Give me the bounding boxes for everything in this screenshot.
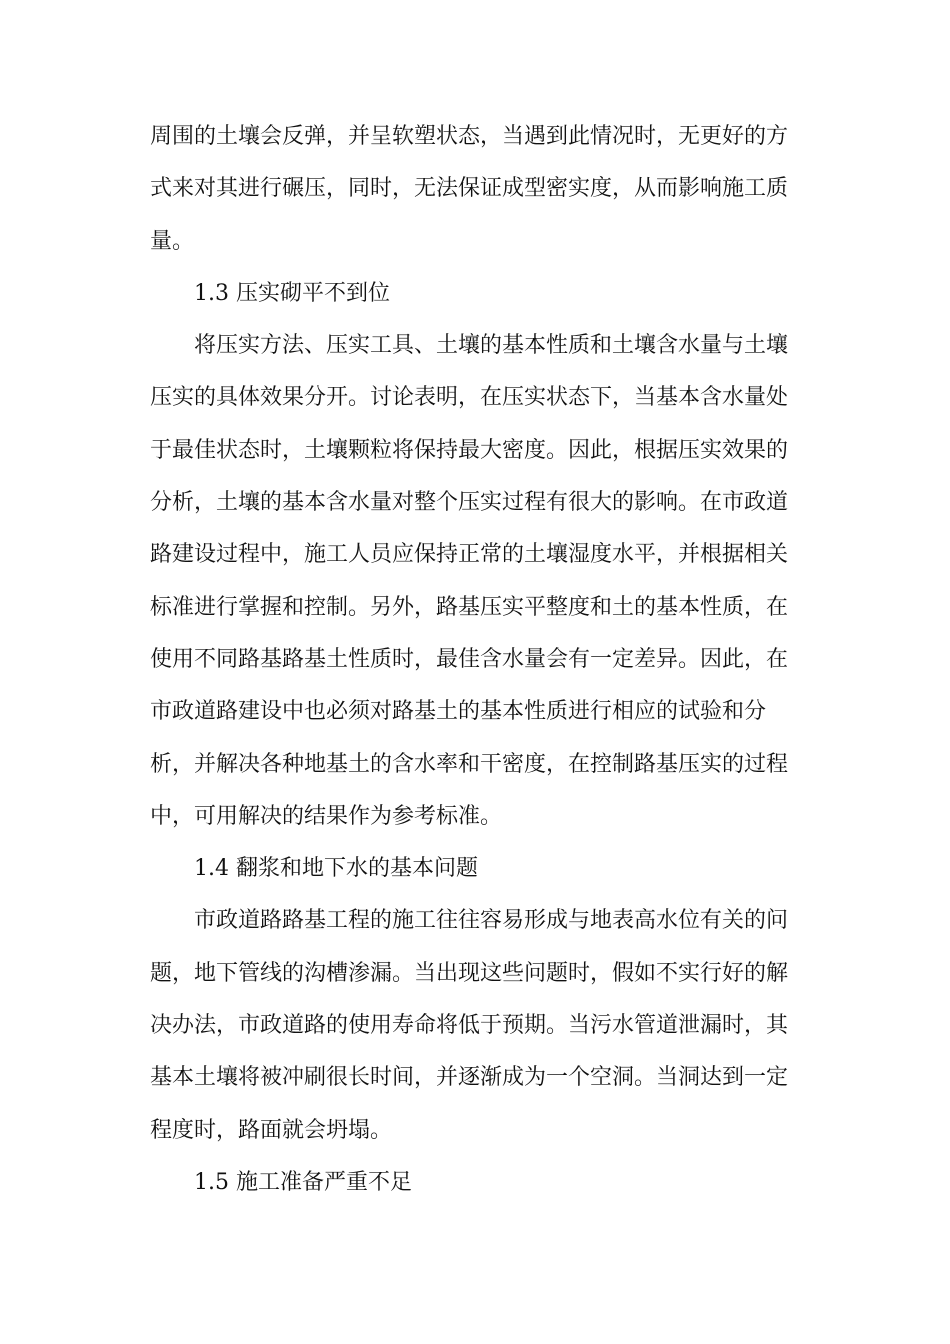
text-line: 周围的土壤会反弹，并呈软塑状态，当遇到此情况时，无更好的方 — [150, 124, 789, 149]
text-line: 标准进行掌握和控制。另外，路基压实平整度和土的基本性质，在 — [150, 594, 789, 620]
text-line: 于最佳状态时，土壤颗粒将保持最大密度。因此，根据压实效果的 — [150, 437, 789, 463]
text-line: 压实的具体效果分开。讨论表明，在压实状态下，当基本含水量处 — [150, 385, 789, 411]
paragraph — [150, 895, 800, 1156]
document-page — [150, 111, 800, 1209]
text-line: 路建设过程中，施工人员应保持正常的土壤湿度水平，并根据相关 — [150, 542, 789, 568]
text-line: 使用不同路基路基土性质时，最佳含水量会有一定差异。因此，在 — [150, 646, 789, 672]
section-heading: 1.3 压实砌平不到位 — [194, 280, 390, 306]
text-line: 分析，土壤的基本含水量对整个压实过程有很大的影响。在市政道 — [150, 490, 789, 516]
paragraph — [150, 111, 800, 268]
text-line: 式来对其进行碾压，同时，无法保证成型密实度，从而影响施工质 — [150, 176, 789, 202]
text-line: 程度时，路面就会坍塌。 — [150, 1117, 393, 1143]
text-line: 市政道路路基工程的施工往往容易形成与地表高水位有关的问 — [194, 908, 789, 934]
paragraph — [150, 320, 800, 843]
text-line: 题，地下管线的沟槽渗漏。当出现这些问题时，假如不实行好的解 — [150, 960, 789, 986]
text-line: 将压实方法、压实工具、土壤的基本性质和土壤含水量与土壤 — [194, 333, 789, 359]
section-heading: 1.4 翻浆和地下水的基本问题 — [194, 856, 478, 882]
text-line: 基本土壤将被冲刷很长时间，并逐渐成为一个空洞。当洞达到一定 — [150, 1065, 789, 1091]
text-line: 决办法，市政道路的使用寿命将低于预期。当污水管道泄漏时，其 — [150, 1013, 789, 1039]
section-heading: 1.5 施工准备严重不足 — [194, 1169, 412, 1195]
text-line: 中，可用解决的结果作为参考标准。 — [150, 803, 503, 829]
text-line: 市政道路建设中也必须对路基土的基本性质进行相应的试验和分 — [150, 699, 767, 725]
text-line: 量。 — [150, 228, 195, 254]
text-line: 析，并解决各种地基土的含水率和干密度，在控制路基压实的过程 — [150, 751, 789, 777]
